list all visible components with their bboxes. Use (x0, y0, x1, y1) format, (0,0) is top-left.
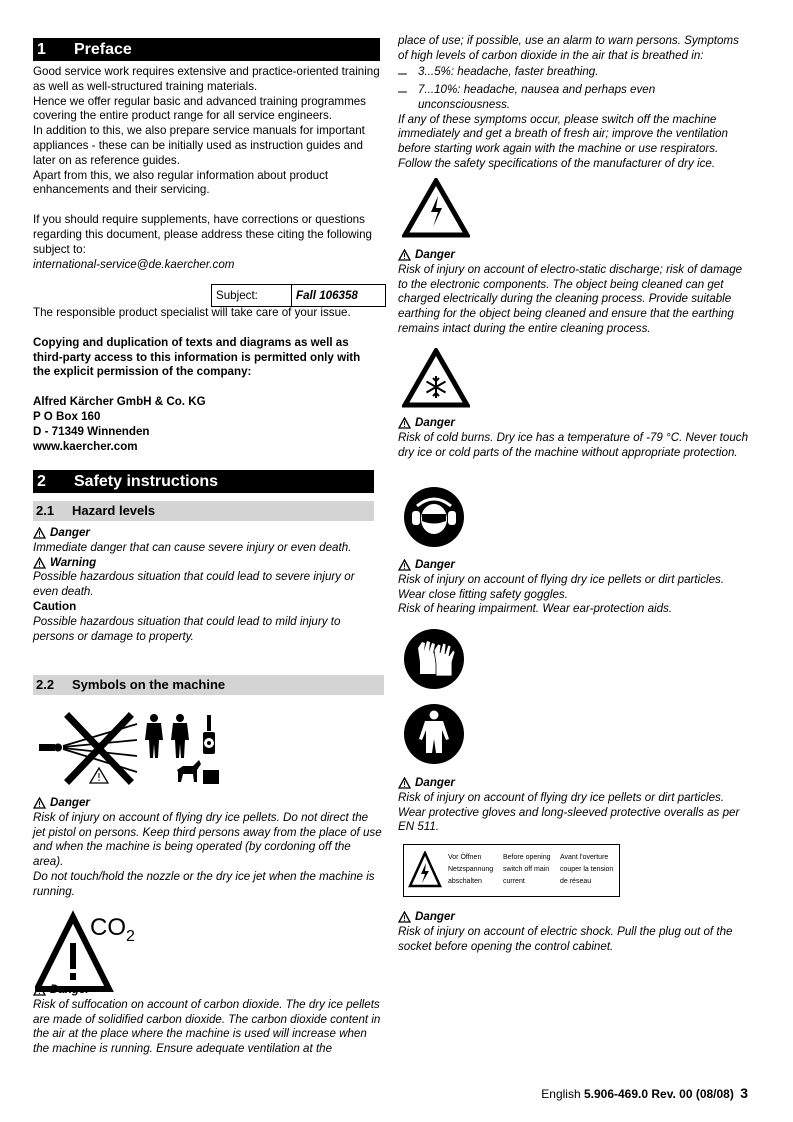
address-line: D - 71349 Winnenden (33, 424, 150, 438)
danger-description: Do not touch/hold the nozzle or the dry ice jet when the machine is running. (33, 869, 375, 898)
danger-description: Risk of injury on account of electric shock. Pull the plug out of the socket before opening the control cabinet. (398, 924, 733, 953)
section-number: 2 (37, 473, 46, 490)
page-footer (541, 1085, 748, 1101)
section-heading-preface (33, 38, 380, 61)
subsection-title: Symbols on the machine (72, 677, 226, 692)
caution-label: Caution (33, 599, 77, 613)
preface-paragraph: Hence we offer regular basic and advanced training programmes covering the entire product range for all service engineers. (33, 94, 366, 123)
subsection-number: 2.1 (36, 503, 55, 518)
danger-label: Danger (398, 416, 750, 431)
email-address[interactable]: international-service@de.kaercher.com (33, 257, 235, 271)
danger-label: Danger (33, 983, 383, 998)
danger-description: Risk of suffocation on account of carbon dioxide. The dry ice pellets are made of solidified carbon dioxide. The carbon dioxide content in the air at the place where the machine is used will increase when the machine is running. Ensure adequate ventilation at the (33, 997, 381, 1056)
left-column (33, 34, 382, 1056)
danger-description: Wear close fitting safety goggles. (398, 587, 568, 601)
goggles-ear-protection-pictogram (403, 486, 465, 548)
danger-description-continued: place of use; if possible, use an alarm to warn persons. Symptoms of high levels of carbon dioxide in the air that is breathed in: (398, 34, 739, 62)
section-title: Safety instructions (74, 473, 219, 490)
danger-label: Danger (398, 910, 750, 925)
warning-triangle-icon (398, 417, 411, 429)
subject-box (211, 284, 386, 307)
danger-label: Danger (398, 248, 750, 263)
warning-triangle-icon (398, 911, 411, 923)
label-french: Avant l'overture couper la tension de réseau (560, 854, 614, 885)
warning-triangle-icon (33, 797, 46, 809)
danger-label: Danger (398, 558, 750, 573)
subsection-heading-symbols (33, 675, 384, 695)
co2-text-continuation (398, 34, 750, 64)
protective-gloves-pictogram (403, 628, 465, 690)
danger-description: Risk of injury on account of flying dry ice pellets or dirt particles. Wear protective gloves and long-sleeved protective overalls as per EN 511. (398, 790, 740, 834)
footer-document-number: 5.906-469.0 Rev. 00 (08/08) (583, 1087, 734, 1101)
label-english: Before opening switch off main current (503, 854, 551, 885)
section-title: Preface (74, 41, 132, 58)
preface-paragraph: In addition to this, we also prepare service manuals for important appliances - these can be initially used as instruction guides and later on as reference guides. (33, 124, 365, 167)
supplier-specification-note: Follow the safety specifications of the manufacturer of dry ice. (398, 156, 716, 170)
danger-description: Risk of cold burns. Dry ice has a temperature of -79 °C. Never touch dry ice or cold parts of the machine without appropriate protection. (398, 430, 749, 459)
caution-description: Possible hazardous situation that could lead to mild injury to persons or damage to property. (33, 614, 341, 643)
label-german: Vor Öffnen Netzspannung abschalten (448, 854, 494, 885)
warning-triangle-icon (398, 249, 411, 261)
warning-description: Possible hazardous situation that could lead to severe injury or even death. (33, 570, 355, 599)
cold-burn-warning-pictogram (402, 348, 470, 408)
warning-triangle-icon (33, 984, 46, 996)
subsection-title: Hazard levels (72, 503, 156, 518)
switch-off-warning-label (403, 844, 620, 897)
danger-description: Immediate danger that can cause severe injury or even death. (33, 540, 352, 554)
danger-description: Risk of hearing impairment. Wear ear-protection aids. (398, 602, 673, 616)
address-line: Alfred Kärcher GmbH & Co. KG (33, 395, 206, 409)
symptom-bullet: – 3...5%: headache, faster breathing. (398, 65, 599, 82)
preface-paragraph: Apart from this, we also regular information about product enhancements and their servicing. (33, 168, 329, 197)
danger-label: Danger (398, 776, 750, 791)
footer-language: English (541, 1087, 581, 1101)
danger-description: Risk of injury on account of flying dry ice pellets or dirt particles. (398, 572, 725, 586)
danger-description: Risk of injury on account of flying dry ice pellets. Do not direct the jet pistol on persons. Keep third persons away from the place of use and when the machine is being operated (by cordoning off the area). (33, 810, 382, 869)
no-spray-persons-pictogram (37, 710, 222, 788)
page-number: 3 (740, 1085, 748, 1101)
warning-triangle-icon (398, 777, 411, 789)
company-address (33, 395, 380, 454)
subject-value: Fall 106358 (291, 285, 382, 306)
electrostatic-warning-pictogram (402, 178, 470, 238)
electric-hazard-icon (408, 851, 442, 889)
danger-label: Danger (33, 796, 383, 811)
warning-triangle-icon (33, 557, 46, 569)
copyright-notice: Copying and duplication of texts and diagrams as well as third-party access to this information is permitted only with the explicit permission of the company: (33, 335, 361, 379)
section-number: 1 (37, 41, 46, 58)
section-heading-safety (33, 470, 374, 493)
symptom-bullet: – 7...10%: headache, nausea and perhaps even unconsciousness. (398, 83, 656, 111)
company-website[interactable]: www.kaercher.com (33, 439, 138, 453)
warning-triangle-icon (398, 559, 411, 571)
co2-label: $CO_2$ (90, 914, 135, 945)
subsection-heading-hazard-levels (33, 501, 374, 521)
specialist-note: The responsible product specialist will take care of your issue. (33, 306, 351, 319)
danger-description: Risk of injury on account of electro-static discharge; risk of damage to the electronic components. The object being cleaned can get charged electrically during the cleaning process. Provide suitable earthing for the object being cleaned and ensure that the earthing remains intact during the entire cleaning process. (398, 262, 743, 335)
symptom-instruction: If any of these symptoms occur, please switch off the machine immediately and get a breath of fresh air; improve the ventilation before starting work again with the machine or use respirators. (398, 112, 728, 156)
warning-triangle-icon (33, 527, 46, 539)
preface-paragraph: Good service work requires extensive and practice-oriented training as well as well-structured training materials. (33, 65, 380, 93)
subsection-number: 2.2 (36, 677, 55, 692)
warning-label: Warning (33, 556, 380, 571)
danger-label: Danger (33, 526, 380, 541)
address-line: P O Box 160 (33, 409, 101, 423)
preface-paragraph: If you should require supplements, have corrections or questions regarding this document, please address these citing the following subject to: (33, 213, 372, 256)
protective-overalls-pictogram (403, 703, 465, 765)
subject-label: Subject: (216, 289, 258, 302)
